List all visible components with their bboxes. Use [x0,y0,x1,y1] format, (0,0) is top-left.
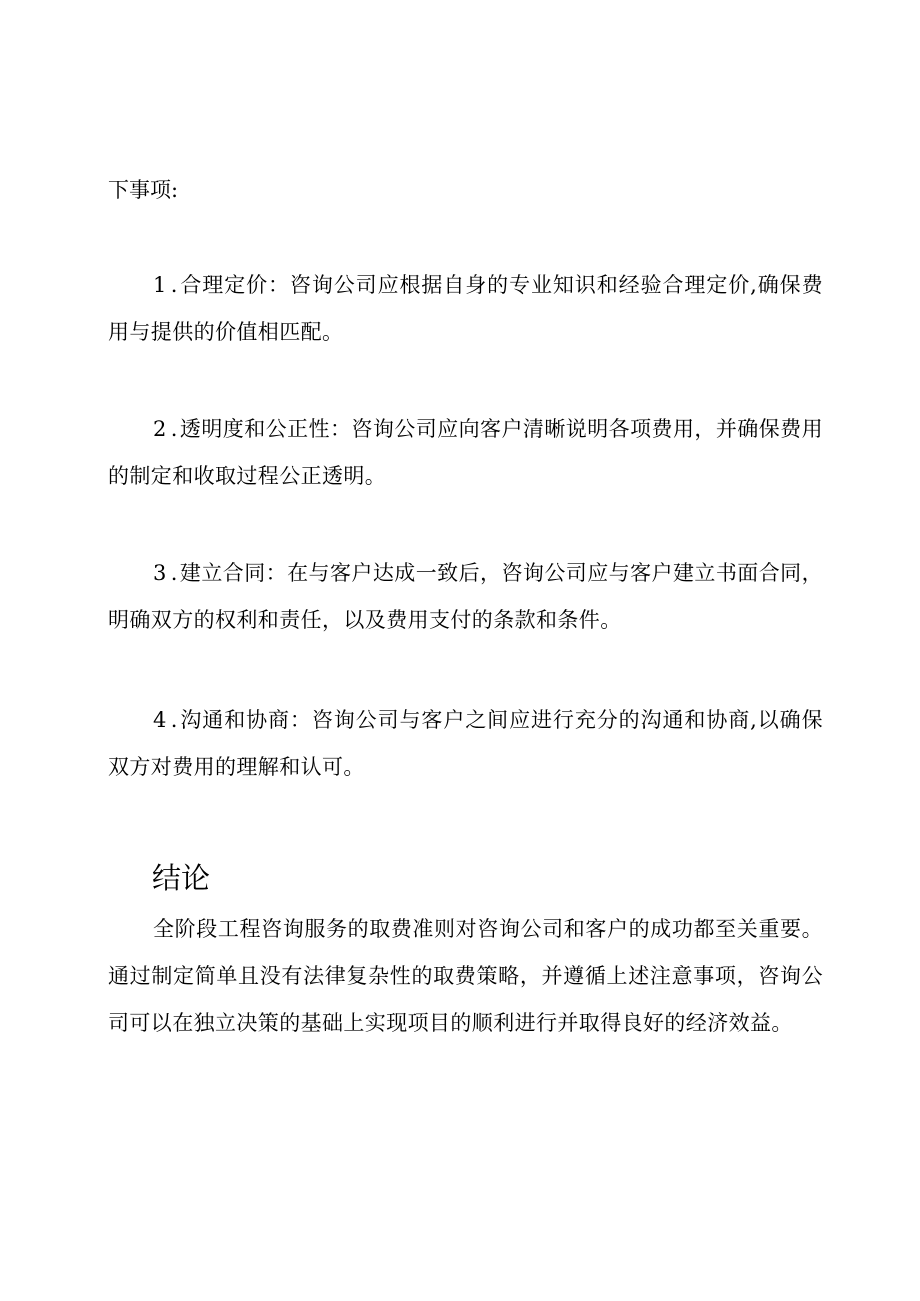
list-item [108,697,823,791]
list-item [108,406,823,500]
list-item-text: 沟通和协商：咨询公司与客户之间应进行充分的沟通和协商,以确保双方对费用的理解和认可。 [108,708,823,779]
conclusion-heading: 结论 [152,861,211,895]
list-item-number: 3 [153,561,167,585]
list-item-separator: . [170,561,178,585]
list-item-separator: . [170,417,178,441]
list-item [108,550,823,644]
list-item-text: 建立合同：在与客户达成一致后，咨询公司应与客户建立书面合同，明确双方的权利和责任，以及费用支付的条款和条件。 [108,561,823,632]
intro-text: 下事项: [108,178,179,202]
list-item-separator: . [170,273,178,297]
list-item-number: 4 [153,708,167,732]
list-item-number: 1 [153,273,167,297]
conclusion-paragraph: 全阶段工程咨询服务的取费准则对咨询公司和客户的成功都至关重要。通过制定简单且没有法律复杂性的取费策略，并遵循上述注意事项，咨询公司可以在独立决策的基础上实现项目的顺利进行并取得良好的经济效益。 [108,917,823,1035]
list-item [108,262,823,356]
list-item-text: 透明度和公正性：咨询公司应向客户清晰说明各项费用，并确保费用的制定和收取过程公正透明。 [108,417,823,488]
list-item-text: 合理定价：咨询公司应根据自身的专业知识和经验合理定价,确保费用与提供的价值相匹配。 [108,273,823,344]
list-item-separator: . [170,708,178,732]
list-item-number: 2 [153,417,167,441]
